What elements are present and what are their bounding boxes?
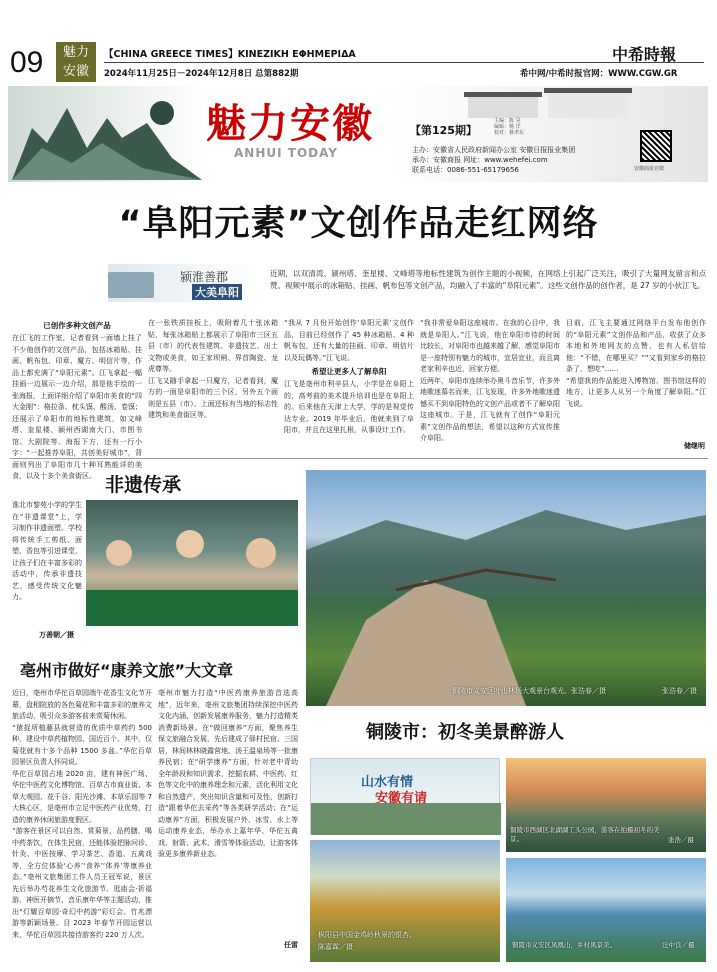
- website: 希中网/中希时报官网：WWW.CGW.GR: [520, 69, 678, 79]
- slogan-card: 山水有情 安徽有请: [310, 758, 500, 834]
- editors: 主编：陈 昊 编辑：杨 洋 校对：蔡孝东: [494, 118, 525, 136]
- bozhou-title: 亳州市做好“康养文旅”大文章: [20, 661, 234, 680]
- qr-caption: 安徽商报官微: [634, 166, 665, 172]
- article-col-3: “我从 7 月份开始创作‘阜阳元素’文创作品，目前已经创作了 45 种冰箱贴、4 种帆布包，还有大量的挂画、印章、明信片以及玩偶等。”江飞说。 希望让更多人了解阜阳 江飞是亳州市利辛县人，小学是在阜阳上的，高考前的美术提升培训也是在阜阳上的。后来他在天津上大学，学的是视觉传达专业。2019 年毕业后，他就来到了阜阳市，并且在这里扎根，从事设计工作。: [284, 319, 414, 434]
- tongling-credit-b: 张浩／摄: [668, 836, 694, 844]
- article-col-2: 在一张铁质挂板上，吸附着几十张冰箱贴，每张冰箱贴上都展示了阜阳市三区五县（市）的代表性建筑、非遗技艺、出土文物或美食，如王家坝闸、界首陶瓷、龙虎尊等。 江飞又随手拿起一只魔方，记者看到，魔方的一面是阜阳市的三个区，另外五个面则是五县（市）、上面还标有当地的标志性建筑和美食街区等。: [148, 319, 278, 419]
- issue-number: 【第125期】: [410, 124, 477, 137]
- article-col-4: “我非常爱阜阳这座城市。在我的心目中，我就是阜阳人。”江飞说，他在阜阳市待的时间比较长，对阜阳市也越来越了解，感觉阜阳市是一座特别有魅力的城市，宜居宜业，而且离老家利辛也近，回家方便。 近两年，阜阳市连续举办奥斗音乐节，许多外地歌迷慕名而来，江飞发现，许多外地歌迷遗憾买不到阜阳特色的文创产品或者不了解阜阳这座城市。于是，江飞就有了创作“阜阳元素”文创作品的想法，希望以这种方式宣传推介阜阳。: [420, 319, 560, 442]
- feiyi-title: 非遗传承: [105, 474, 182, 496]
- tongling-main-caption: 铜陵市义安区叶山林场大观景台观光。张浩春／摄: [452, 687, 606, 695]
- bozhou-credit: 任雷: [284, 941, 298, 949]
- lead-paragraph: 近期，以双清湾、颍州塔、奎星楼、文峰塔等地标性建筑为创作主题的小视频，在网络上引起广泛关注，吸引了大量网友留言和点赞。视频中展示的冰箱贴、挂画、帆布包等文创产品，均融入了丰富的“阜阳元素”。这些文创作品的创作者，是 27 岁的小伙江飞。: [270, 269, 706, 290]
- tongling-caption-d: 铜陵市义安区凤凰山，乡村风景美。: [512, 941, 616, 949]
- tongling-main-photo: [306, 470, 706, 706]
- bozhou-col-1: 近日，亳州市华佗百草园端午花香生文化节开幕，盘相院放的各色菊花和丰富多彩的康养文旅活动，吸引众多游客前来赏菊休闲。 “猿捉所植藤县就营造的优质中草药约 500 种，建设中草药植物园、国近百个。其中，仅菊花就有十多个品种 1500 多盆。”华佗百草园景区负责人怀同说。 华佗百草园占地 2020 亩，建有神医广场、华佗中医药文化博物馆、百草古市商业街、本草大观园、花千谷、阳光沙滩、本草乐园等 7 大核心区，是亳州市立足中医药产业优势，打造的康养休闲旅游度假区。 “游客在景区可以自然、赏菊景，品药膳，喝中药茶饮，在体生民宿，还能体验把脉问诊、针灸、中医按摩、学习茶艺、香道、五禽戏等，全方位体验‘心养’‘食养’‘体养’等康养业态。”亳州文旅集团工作人员王冠军说，景区先后举办芍花养生文化旅游节、逛庙会·祈福游、神医开摘节、音乐康年华等主题活动，推出“灯耀百草园·奇幻中药游”彩灯会、竹兆漂游等新颖场景。目 2023 年春节开园运营以来，华佗百草园共接待游客约 220 万人次。: [12, 689, 152, 939]
- bozhou-col-2: 亳州市魅力打造“中医药康养旅游首选高地”，近年来，亳州文旅集团持续深挖中医药文化内涵、创新发展康养服务，魅力打造精类消费新场景。在“做回康养”方面，聚焦养生保文旅融合发展，先后建成了驿村民宿、三国居，林间林林晓露营地、汤王温泉场等一批康养民宿；在“研学康养”方面，针对老中青幼全年龄段和知识需求，挖掘农耕、中医药、红色等文化中的康养理念和元素，活化利用文化和自然遗产，突出知识含量和可及性，创新打造“跟着华佗去采药”等各类研学活动；在“运动康养”方面，积极发展户外、冰雪、水上等运动康养业态，举办水上嘉年华、华佗五禽戏、射箭、武术、滑雪等体验活动，让游客体验更多康养新业态。: [158, 689, 298, 858]
- feiyi-text: 淮北市黎苑小学的学生在“非遗课堂”上，学习制作非遗面塑。学校将传统手工剪纸、面塑、香包等引进课堂，让孩子们在丰富多彩的活动中，传承非遗技艺，感受传统文化魅力。: [12, 501, 82, 601]
- feiyi-photo: [86, 500, 298, 626]
- headline: “阜阳元素”文创作品走红网络: [118, 204, 599, 244]
- fuyang-badge: 颍淮善郡 大美阜阳: [108, 264, 258, 302]
- qr-code: [640, 130, 672, 162]
- page-number: 09: [10, 46, 44, 79]
- section-label: 魅力 安徽: [56, 42, 96, 82]
- masthead-subtitle: ANHUI TODAY: [234, 146, 338, 160]
- article-col-1: 已创作多种文创产品 在江飞的工作室，记者看到一面墙上挂了不少他创作的文创产品，包括冰箱贴、挂画、帆布包、印章、魔方、明信片等，作品上都充满了“阜阳元素”。江飞拿起一幅挂画一边展示一边介绍，那是他手绘的一张海报，上面详细介绍了阜阳市美食的“四大金刚”：格拉条、枕头馍、酸汤、卷馍；还展示了阜阳市的地标性建筑，如文峰塔、奎星楼、颍州西湖南大门、市图书馆、大剧院等。海报下方，还有一行小字：“一起推荐阜阳，共创美好城市”，背面则列出了阜阳市几十种耳熟能详的美食，以及十多个美食街区。: [12, 321, 142, 480]
- mountain-illustration: [12, 88, 202, 180]
- tongling-caption-b: 铜陵市西湖区北湖湖工头公园，游客在拍摄初冬的美景。: [510, 826, 660, 843]
- tongling-credit-c: 陈嘉霖／摄: [318, 943, 353, 951]
- masthead-title: 魅力安徽: [206, 100, 374, 147]
- paper-name: 【CHINA GREECE TIMES】KINEZIKH EΦHMEPIΔA: [104, 49, 356, 60]
- paper-logo: 中希時報: [612, 45, 677, 64]
- publisher-info: 主办：安徽省人民政府新闻办公室 安徽日报报业集团 承办：安徽商报 网址：www.wehefei.com 联系电话：0086-551-65179656: [412, 146, 576, 174]
- feiyi-credit: 万善朝／摄: [39, 631, 74, 639]
- tongling-credit-d: 汪中良／摄: [662, 941, 695, 949]
- tongling-title: 铜陵市：初冬美景醉游人: [366, 722, 564, 743]
- article-col-5: 目前，江飞主要通过网络平台发布他创作的“阜阳元素”文创作品和产品，收获了众多本地和外地网友的点赞，也有人私信给他：“不错，在哪里买？”“又看到家乡的格拉条了，想吃”…… “希望我的作品能进入博物馆、图书馆这样的地方，让更多人从另一个角度了解阜阳。”江飞说。: [566, 319, 706, 408]
- issue-dates: 2024年11月25日－2024年12月8日 总第882期: [104, 69, 299, 79]
- article-author: 储继明: [684, 442, 705, 450]
- huizhou-houses-illustration: [408, 88, 708, 118]
- tongling-main-credit: 张浩春／摄: [662, 687, 697, 695]
- tongling-caption-c: 枞阳县中国金鸡岭秋景的银杏。: [318, 931, 416, 939]
